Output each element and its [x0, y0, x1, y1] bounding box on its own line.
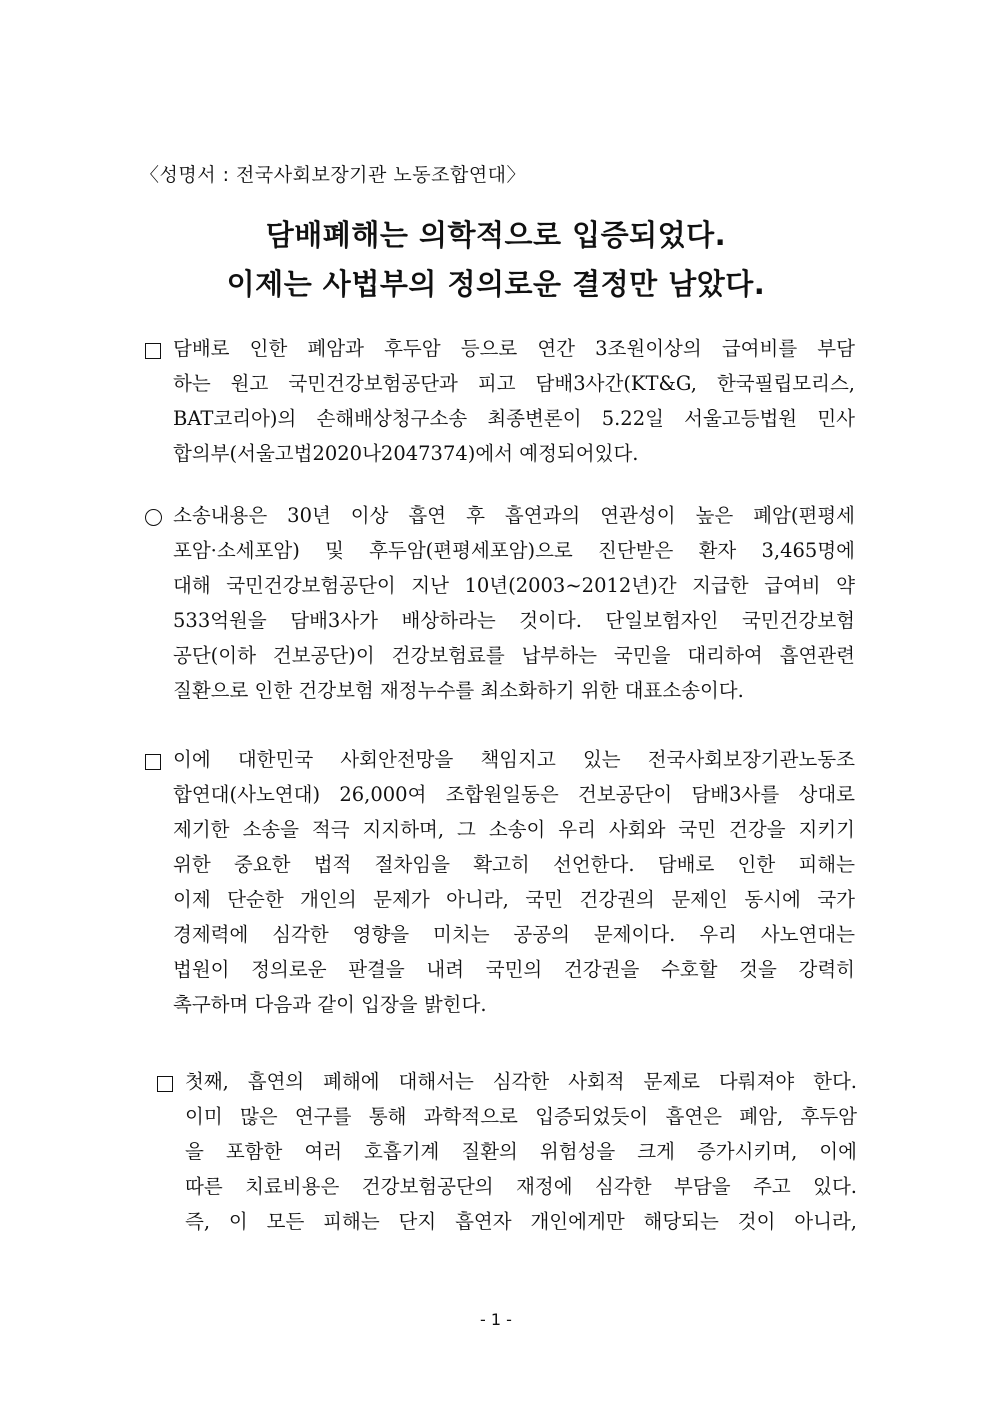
- paragraph-line: 경제력에 심각한 영향을 미치는 공공의 문제이다. 우리 사노연대는: [173, 923, 855, 946]
- paragraph-line: 질환으로 인한 건강보험 재정누수를 최소화하기 위한 대표소송이다.: [173, 679, 744, 702]
- checkbox-bullet-icon: [157, 1064, 183, 1099]
- paragraph-line: 대해 국민건강보험공단이 지난 10년(2003~2012년)간 지급한 급여비 약: [173, 574, 855, 597]
- title-line-2: 이제는 사법부의 정의로운 결정만 남았다.: [226, 267, 766, 301]
- paragraph-line: 위한 중요한 법적 절차임을 확고히 선언한다. 담배로 인한 피해는: [173, 853, 855, 876]
- paragraph-line: 합연대(사노연대) 26,000여 조합원일동은 건보공단이 담배3사를 상대로: [173, 783, 855, 806]
- title-line-1: 담배폐해는 의학적으로 입증되었다.: [265, 218, 727, 252]
- paragraph-line: 하는 원고 국민건강보험공단과 피고 담배3사간(KT&G, 한국필립모리스,: [173, 372, 855, 395]
- checkbox-bullet-icon: [145, 331, 171, 366]
- paragraph-line: 법원이 정의로운 판결을 내려 국민의 건강권을 수호할 것을 강력히: [173, 958, 855, 981]
- paragraph-3: [145, 742, 855, 1022]
- paragraph-line: 이미 많은 연구를 통해 과학적으로 입증되었듯이 흡연은 폐암, 후두암: [185, 1105, 857, 1128]
- paragraph-2: [145, 498, 855, 708]
- paragraph-line: 이제 단순한 개인의 문제가 아니라, 국민 건강권의 문제인 동시에 국가: [173, 888, 855, 911]
- page-number: - 1 -: [480, 1310, 512, 1329]
- paragraph-line: 즉, 이 모든 피해는 단지 흡연자 개인에게만 해당되는 것이 아니라,: [185, 1210, 857, 1233]
- paragraph-line: 포암·소세포암) 및 후두암(편평세포암)으로 진단받은 환자 3,465명에: [173, 539, 855, 562]
- paragraph-1: [145, 331, 855, 471]
- circle-bullet-icon: [145, 498, 171, 533]
- checkbox-bullet-icon: [145, 742, 171, 777]
- statement-header: 〈성명서 : 전국사회보장기관 노동조합연대〉: [140, 164, 527, 186]
- paragraph-line: BAT코리아)의 손해배상청구소송 최종변론이 5.22일 서울고등법원 민사: [173, 407, 855, 430]
- paragraph-line: 따른 치료비용은 건강보험공단의 재정에 심각한 부담을 주고 있다.: [185, 1175, 857, 1198]
- paragraph-line: 합의부(서울고법2020나2047374)에서 예정되어있다.: [173, 442, 639, 465]
- paragraph-line: 이에 대한민국 사회안전망을 책임지고 있는 전국사회보장기관노동조: [173, 748, 855, 771]
- paragraph-line: 533억원을 담배3사가 배상하라는 것이다. 단일보험자인 국민건강보험: [173, 609, 855, 632]
- paragraph-line: 공단(이하 건보공단)이 건강보험료를 납부하는 국민을 대리하여 흡연관련: [173, 644, 855, 667]
- paragraph-4: [157, 1064, 857, 1239]
- paragraph-line: 제기한 소송을 적극 지지하며, 그 소송이 우리 사회와 국민 건강을 지키기: [173, 818, 855, 841]
- paragraph-line: 촉구하며 다음과 같이 입장을 밝힌다.: [173, 993, 487, 1016]
- paragraph-line: 을 포함한 여러 호흡기계 질환의 위험성을 크게 증가시키며, 이에: [185, 1140, 857, 1163]
- paragraph-line: 담배로 인한 폐암과 후두암 등으로 연간 3조원이상의 급여비를 부담: [173, 337, 855, 360]
- paragraph-line: 첫째, 흡연의 폐해에 대해서는 심각한 사회적 문제로 다뤄져야 한다.: [185, 1070, 857, 1093]
- paragraph-line: 소송내용은 30년 이상 흡연 후 흡연과의 연관성이 높은 폐암(편평세: [173, 504, 855, 527]
